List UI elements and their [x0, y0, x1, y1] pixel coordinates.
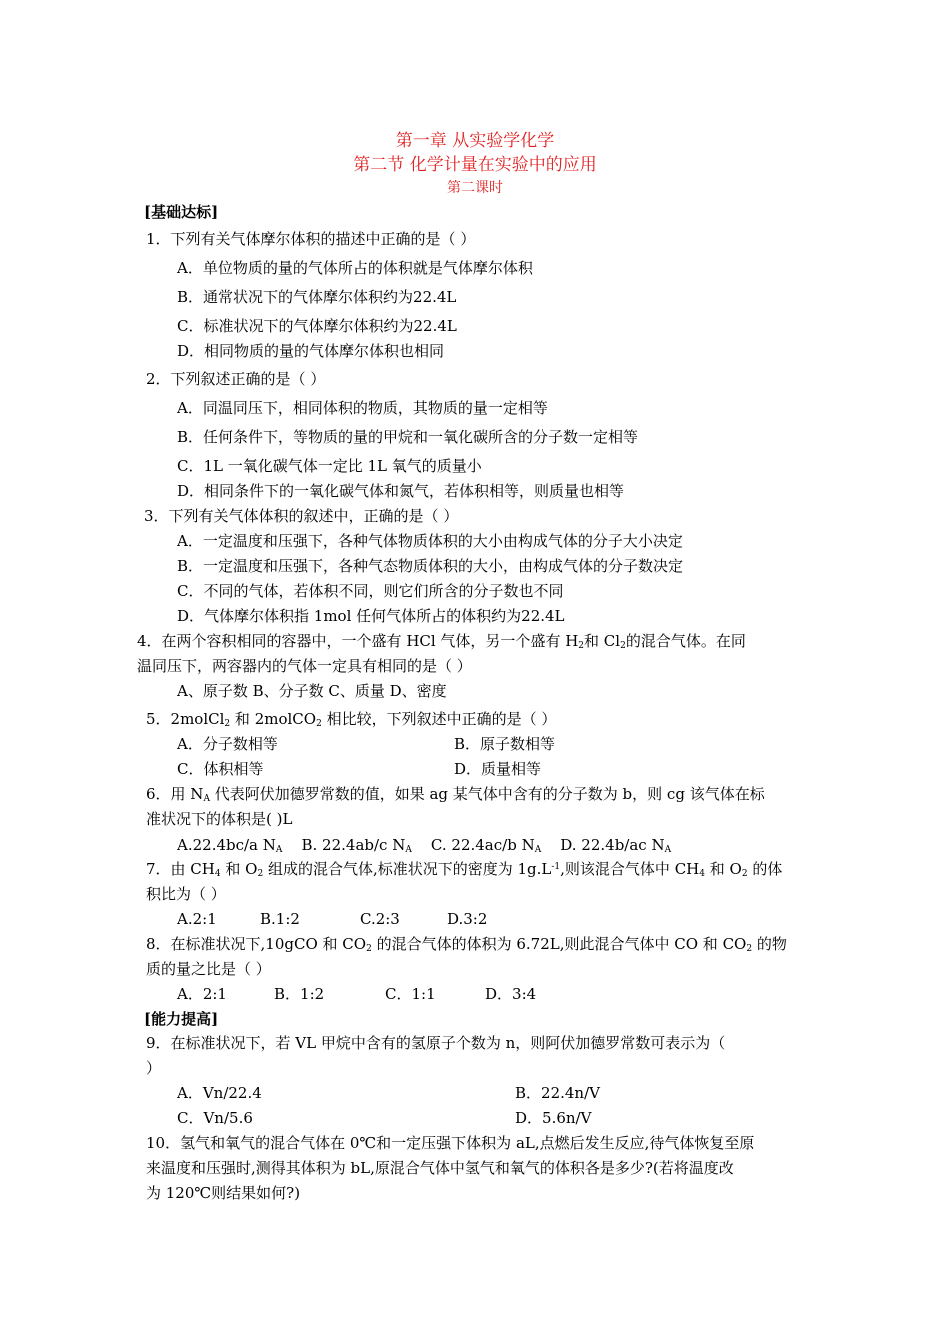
question-3-option-a: A．一定温度和压强下，各种气体物质体积的大小由构成气体的分子大小决定 [177, 532, 683, 550]
question-3-option-d: D．气体摩尔体积指 1mol 任何气体所占的体积约为22.4L [177, 607, 565, 625]
question-6-options: A.22.4bc/a $N_A$ B. 22.4ab/c $N_A$ C. 22.4ac/b $N_A$ D. 22.4b/ac $N_A$ [177, 836, 672, 855]
question-2-option-a: A．同温同压下，相同体积的物质，其物质的量一定相等 [177, 399, 548, 417]
question-10-stem-line-2: 来温度和压强时,测得其体积为 bL,原混合气体中氢气和氧气的体积各是多少?(若将温度改 [146, 1159, 734, 1177]
question-7-stem-line-1: 7．由 $CH_4$ 和 $O_2$ 组成的混合气体,标准状况下的密度为 $1g.L^{-1}$,则该混合气体中 $CH_4$ 和 $O_2$ 的体 [146, 860, 783, 879]
question-1-option-b: B．通常状况下的气体摩尔体积约为22.4L [177, 288, 457, 306]
question-4-stem-line-2: 温同压下，两容器内的气体一定具有相同的是（ ） [137, 657, 472, 675]
question-5-option-b: B．原子数相等 [454, 735, 556, 753]
question-5-option-d: D．质量相等 [454, 760, 542, 778]
question-2-option-b: B．任何条件下，等物质的量的甲烷和一氧化碳所含的分子数一定相等 [177, 428, 639, 446]
question-4-options: A、原子数 B、分子数 C、质量 D、密度 [177, 682, 447, 700]
question-1-option-a: A．单位物质的量的气体所占的体积就是气体摩尔体积 [177, 259, 533, 277]
question-2-option-c: C．1L 一氧化碳气体一定比 1L 氧气的质量小 [177, 457, 482, 475]
question-9-option-b: B．22.4n/V [515, 1084, 600, 1102]
question-9-option-a: A．Vn/22.4 [177, 1084, 262, 1102]
question-7-option-b: B.1:2 [260, 910, 300, 928]
question-4-stem-line-1: 4．在两个容积相同的容器中，一个盛有 HCl 气体，另一个盛有 $H_2$和 $Cl_2$的混合气体。在同 [137, 632, 746, 651]
question-7-option-c: C.2:3 [360, 910, 400, 928]
question-7-stem-line-2: 积比为（ ） [146, 885, 226, 903]
question-8-stem-line-1: 8．在标准状况下,10gCO 和 $CO_2$ 的混合气体的体积为 6.72L,则此混合气体中 CO 和 $CO_2$ 的物 [146, 935, 787, 954]
question-9-stem-line-2: ） [146, 1059, 162, 1077]
question-9-option-c: C．Vn/5.6 [177, 1109, 253, 1127]
question-1-stem: 1．下列有关气体摩尔体积的描述中正确的是（ ） [146, 230, 476, 248]
question-5-option-c: C．体积相等 [177, 760, 264, 778]
question-5-stem: 5．2molCl$_2$ 和 2molCO$_2$ 相比较，下列叙述中正确的是（ ） [146, 710, 557, 729]
question-6-stem-line-2: 准状况下的体积是( )L [146, 810, 293, 828]
chapter-title: 第一章 从实验学化学 [395, 131, 555, 151]
question-8-option-a: A．2:1 [177, 985, 227, 1003]
question-9-stem-line-1: 9．在标准状况下，若 VL 甲烷中含有的氢原子个数为 n，则阿伏加德罗常数可表示为（ [146, 1034, 726, 1052]
section-heading-basic: [基础达标] [144, 203, 219, 221]
question-3-stem: 3．下列有关气体体积的叙述中，正确的是（ ） [144, 507, 459, 525]
question-2-stem: 2．下列叙述正确的是（ ） [146, 370, 326, 388]
question-3-option-c: C．不同的气体，若体积不同，则它们所含的分子数也不同 [177, 582, 564, 600]
question-5-option-a: A．分子数相等 [177, 735, 278, 753]
question-1-option-c: C．标准状况下的气体摩尔体积约为22.4L [177, 317, 457, 335]
question-6-stem-line-1: 6．用 $N_A$ 代表阿伏加德罗常数的值，如果 ag 某气体中含有的分子数为 b，则 cg 该气体在标 [146, 785, 765, 804]
question-8-option-d: D．3:4 [485, 985, 537, 1003]
question-8-stem-line-2: 质的量之比是（ ） [146, 960, 271, 978]
question-8-option-b: B．1:2 [274, 985, 325, 1003]
lesson-title: 第二课时 [447, 180, 503, 196]
question-10-stem-line-1: 10．氢气和氧气的混合气体在 0℃和一定压强下体积为 aL,点燃后发生反应,待气体恢复至原 [146, 1134, 755, 1152]
section-heading-advanced: [能力提高] [144, 1010, 219, 1028]
question-9-option-d: D．5.6n/V [515, 1109, 592, 1127]
question-8-option-c: C．1:1 [385, 985, 436, 1003]
question-7-option-a: A.2:1 [177, 910, 217, 928]
question-2-option-d: D．相同条件下的一氧化碳气体和氮气，若体积相等，则质量也相等 [177, 482, 625, 500]
question-7-option-d: D.3:2 [447, 910, 488, 928]
question-1-option-d: D．相同物质的量的气体摩尔体积也相同 [177, 342, 445, 360]
question-3-option-b: B．一定温度和压强下，各种气态物质体积的大小，由构成气体的分子数决定 [177, 557, 684, 575]
question-10-stem-line-3: 为 120℃则结果如何?) [146, 1184, 301, 1202]
section-title: 第二节 化学计量在实验中的应用 [353, 155, 597, 175]
